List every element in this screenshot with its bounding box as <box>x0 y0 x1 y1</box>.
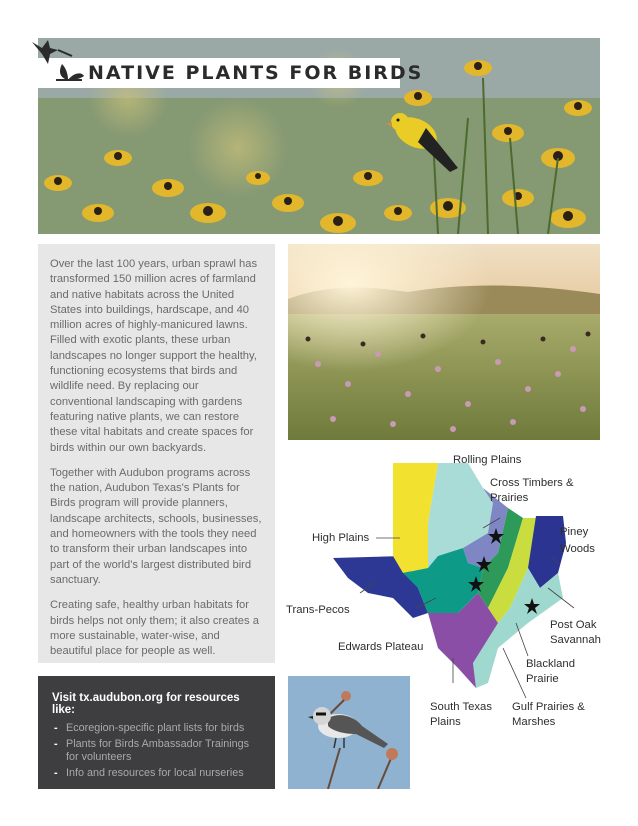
page-title: NATIVE PLANTS FOR BIRDS <box>88 62 424 84</box>
label-south-texas: South Texas Plains <box>430 701 492 728</box>
resource-item <box>52 738 261 765</box>
meadow-photo <box>288 244 600 440</box>
label-trans-pecos: Trans-Pecos <box>286 604 350 616</box>
label-high-plains: High Plains <box>312 532 370 544</box>
intro-paragraph: Over the last 100 years, urban sprawl has transformed 150 million acres of farmland and native habitats across the United States into buildings, hardscape, and 40 million acres of highly-manicured lawns. Filled with exotic plants, these urban landscapes no longer support the healthy, functioning ecosystems that birds and wildlife need. By replacing our conventional landscaping with gardens featuring native plants, we can restore these vital habitats and create spaces for birds within our own backyards. <box>50 258 258 454</box>
resources-panel <box>38 676 275 789</box>
intro-paragraph: Together with Audubon programs across the nation, Audubon Texas's Plants for Birds program will provide planners, landscape architects, schools, businesses, and homeowners with the tools they need to transform their urban landscapes into part of the world's largest distributed bird sanctuary. <box>50 466 262 586</box>
shrike-photo <box>288 676 410 789</box>
label-blackland: Blackland Prairie <box>526 658 575 685</box>
label-gulf-prairies: Gulf Prairies & Marshes <box>512 701 585 728</box>
bullet-dash: - <box>54 766 58 779</box>
meadow-illustration <box>288 244 600 440</box>
intro-paragraph: Creating safe, healthy urban habitats for birds helps not only them; it also creates a more sustainable, water-wise, and beautiful place for people as well. <box>50 599 259 658</box>
intro-panel <box>38 244 275 663</box>
resource-item <box>52 767 261 781</box>
resource-item-label: Ecoregion-specific plant lists for birds <box>66 722 245 734</box>
resources-heading: Visit tx.audubon.org for resources like: <box>52 692 240 716</box>
label-edwards-plateau: Edwards Plateau <box>338 641 424 653</box>
label-piney-woods: Piney Woods <box>560 526 595 555</box>
resource-item-label: Plants for Birds Ambassador Trainings for volunteers <box>66 737 250 763</box>
resource-item-label: Info and resources for local nurseries <box>66 766 244 779</box>
label-cross-timbers: Cross Timbers & Prairies <box>490 477 574 504</box>
hummingbird-logo-icon <box>28 34 88 84</box>
bullet-dash: - <box>54 737 58 750</box>
resource-item <box>52 722 261 736</box>
bullet-dash: - <box>54 722 58 734</box>
shrike-illustration <box>288 676 410 789</box>
label-rolling-plains: Rolling Plains <box>453 454 522 466</box>
label-post-oak: Post Oak Savannah <box>550 619 601 646</box>
